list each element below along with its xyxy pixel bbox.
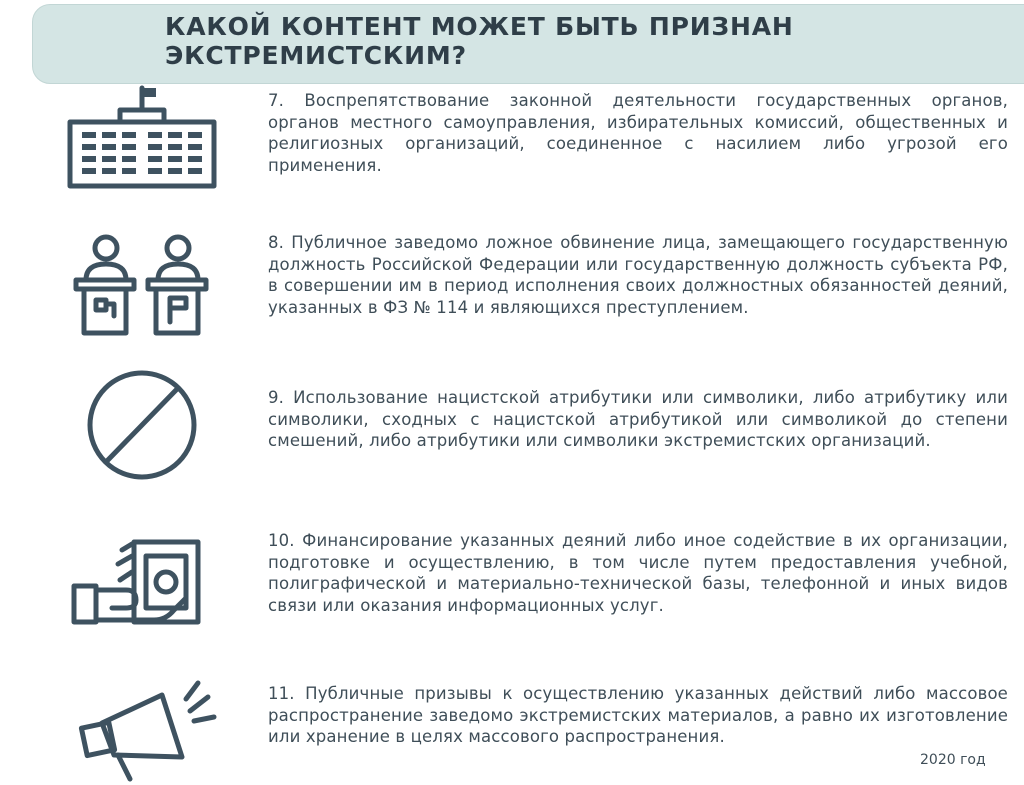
item-text-8: 8. Публичное заведомо ложное обвинение лица, замещающего государственную должность Российской Федерации или государственную должность субъекта РФ, в совершении им в период исполнения своих должностных обязанностей деяний, указанных в ФЗ № 114 и являющихся преступлением. xyxy=(268,233,1008,317)
item-text-7: 7. Воспрепятствование законной деятельности государственных органов, органов местного самоуправления, избирательных комиссий, общественных и религиозных организаций, соединенное с насилием либо угрозой его применения. xyxy=(268,91,1008,175)
item-text-11: 11. Публичные призывы к осуществлению указанных действий либо массовое распространение заведомо экстремистских материалов, а равно их изготовление или хранение в целях массового распространения. xyxy=(268,684,1008,746)
item-text-10: 10. Финансирование указанных деяний либо иное содействие в их организации, подготовке и осуществлению, в том числе путем предоставления учебной, полиграфической и материально-технической базы, телефонной и иных видов связи или оказания информационных услуг. xyxy=(268,531,1008,615)
government-building-icon xyxy=(62,82,222,192)
item-text-9: 9. Использование нацистской атрибутики или символики, либо атрибутику или символики, сходных с нацистской атрибутикой или символикой до степени смешений, либо атрибутики или символики экстремистских организаций. xyxy=(268,388,1008,450)
two-speakers-at-podiums-icon xyxy=(62,228,222,338)
page-title-line-1: КАКОЙ КОНТЕНТ МОЖЕТ БЫТЬ ПРИЗНАН xyxy=(165,12,794,41)
page-title-line-2: ЭКСТРЕМИСТСКИМ? xyxy=(165,41,467,70)
footer-year: 2020 год xyxy=(920,752,986,768)
page-title xyxy=(165,12,985,70)
hand-holding-money-icon xyxy=(62,520,222,630)
prohibition-sign-icon xyxy=(62,370,222,480)
megaphone-icon xyxy=(62,675,222,785)
